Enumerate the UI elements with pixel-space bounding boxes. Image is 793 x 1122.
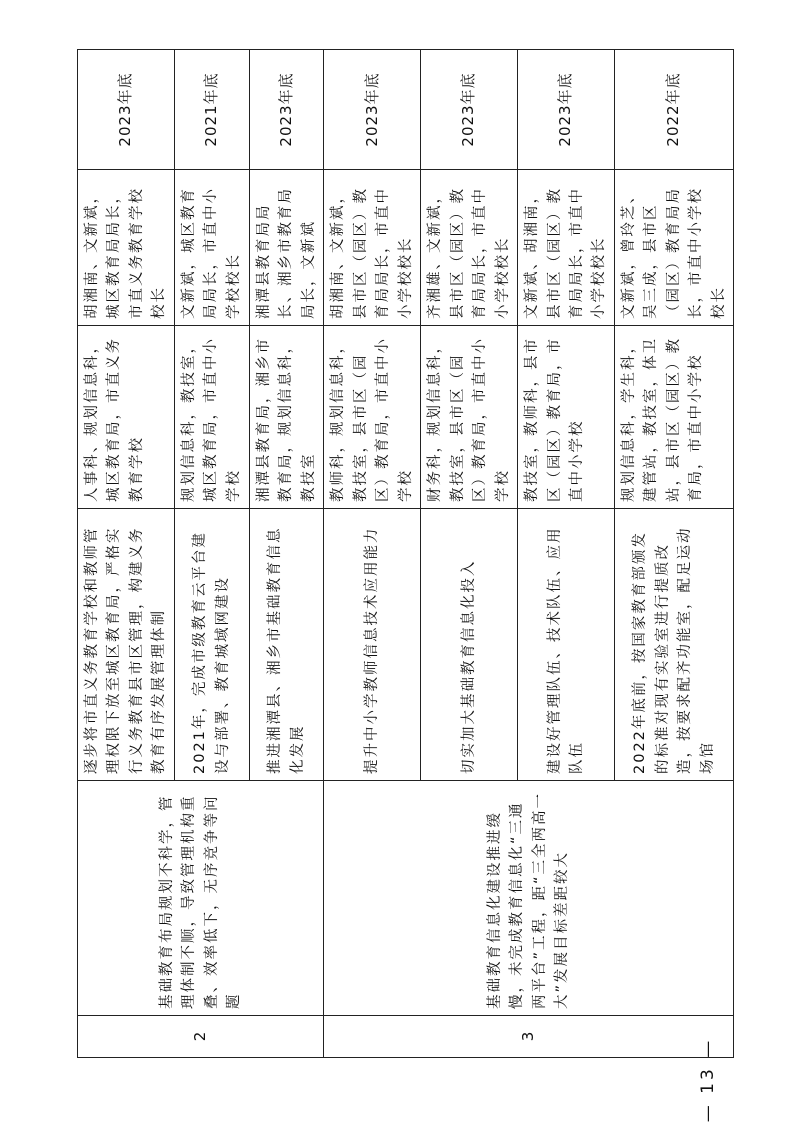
date-cell: 2023年底 — [421, 50, 518, 170]
task-cell: 提升中小学教师信息技术应用能力 — [324, 509, 421, 781]
table-row — [324, 50, 421, 1058]
lead-cell: 文新斌，城区教育局局长，市直中小学校校长 — [174, 170, 249, 326]
dept-cell: 教师科，规划信息科，教技室，县市区（园区）教育局，市直中小学校 — [324, 326, 421, 509]
date-cell: 2023年底 — [78, 50, 175, 170]
problem-cell: 基础教育布局规划不科学，管理体制不顺，导致管理机构重叠、效率低下，无序竞争等问题 — [78, 781, 324, 1016]
task-cell: 建设好管理队伍、技术队伍、应用队伍 — [518, 509, 615, 781]
date-cell: 2023年底 — [324, 50, 421, 170]
dept-cell: 人事科、规划信息科，城区教育局，市直义务教育学校 — [78, 326, 175, 509]
task-cell: 逐步将市直义务教育学校和教师管理权限下放至城区教育局，严格实行义务教育县市区管理，构建义务教育有序发展管理体制 — [78, 509, 175, 781]
task-table — [77, 49, 734, 1058]
row-number: 2 — [78, 1016, 324, 1058]
row-number: 3 — [324, 1016, 734, 1058]
page-number: — 13 — — [698, 1037, 718, 1122]
lead-cell: 胡湘南、文新斌，城区教育局局长，市直义务教育学校校长 — [78, 170, 175, 326]
date-cell: 2021年底 — [174, 50, 249, 170]
task-cell: 2022年底前，按国家教育部颁发的标准对现有实验室进行提质改造，按要求配齐功能室，配足运动场馆 — [614, 509, 733, 781]
lead-cell: 齐湘雄、文新斌，县市区（园区）教育局局长，市直中小学校校长 — [421, 170, 518, 326]
date-cell: 2023年底 — [518, 50, 615, 170]
dept-cell: 教技室，教师科，县市区（园区）教育局，市直中小学校 — [518, 326, 615, 509]
date-cell: 2022年底 — [614, 50, 733, 170]
task-cell: 切实加大基础教育信息化投入 — [421, 509, 518, 781]
rotated-page — [77, 50, 727, 1058]
dept-cell: 规划信息科，学生科，建管站，教技室，体卫站，县市区（园区）教育局，市直中小学校 — [614, 326, 733, 509]
lead-cell: 文新斌，曾玲芝、吴三成，县市区（园区）教育局局长，市直中小学校校长 — [614, 170, 733, 326]
lead-cell: 湘潭县教育局局长、湘乡市教育局局长，文新斌 — [249, 170, 323, 326]
task-cell: 推进湘潭县、湘乡市基础教育信息化发展 — [249, 509, 323, 781]
task-cell: 2021年，完成市级教育云平台建设与部署、教育城域网建设 — [174, 509, 249, 781]
lead-cell: 胡湘南、文新斌，县市区（园区）教育局局长，市直中小学校校长 — [324, 170, 421, 326]
table-row — [78, 50, 175, 1058]
date-cell: 2023年底 — [249, 50, 323, 170]
dept-cell: 财务科，规划信息科，教技室，县市区（园区）教育局，市直中小学校 — [421, 326, 518, 509]
lead-cell: 文新斌、胡湘南，县市区（园区）教育局局长，市直中小学校校长 — [518, 170, 615, 326]
dept-cell: 规划信息科，教技室，城区教育局，市直中小学校 — [174, 326, 249, 509]
dept-cell: 湘潭县教育局，湘乡市教育局，规划信息科，教技室 — [249, 326, 323, 509]
problem-cell: 基础教育信息化建设推进缓慢，未完成教育信息化“三通两平台”工程，距“三全两高一大”发展目标差距较大 — [324, 781, 734, 1016]
